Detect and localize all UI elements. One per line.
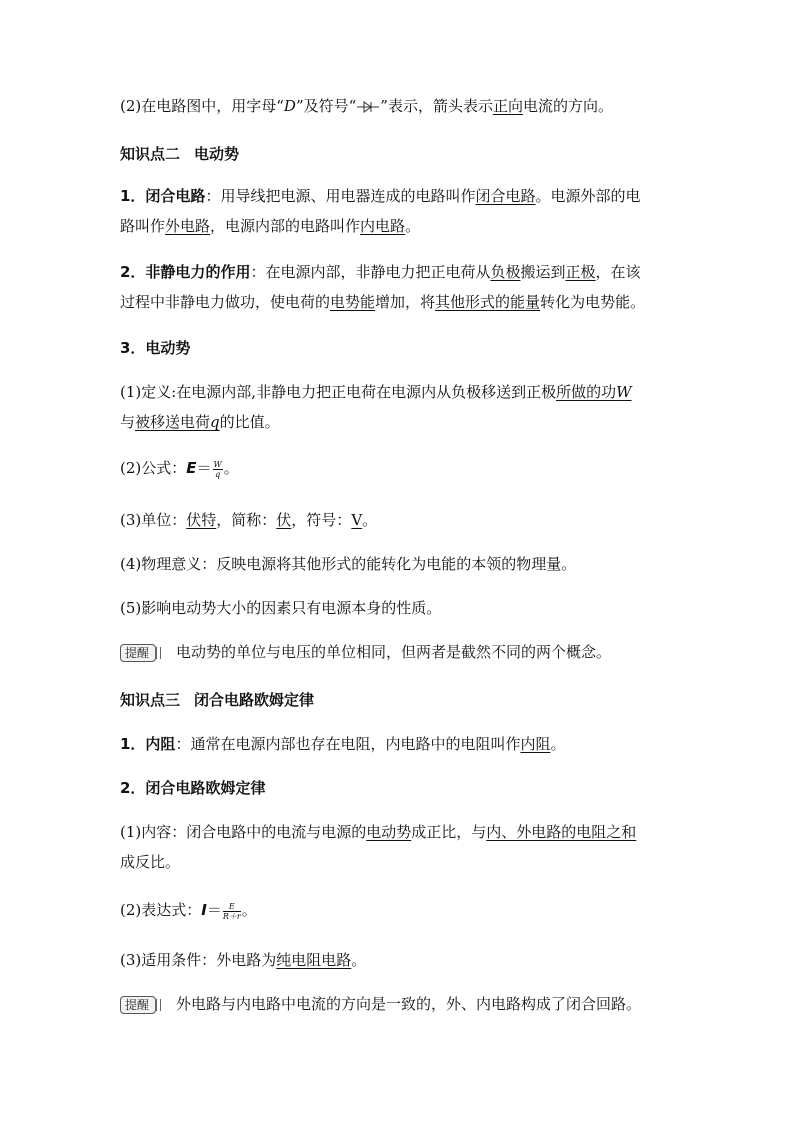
denominator: R＋r: [222, 911, 241, 921]
text: 与: [120, 413, 136, 431]
symbol-e: E: [186, 459, 197, 477]
fraction-w-over-q: [213, 460, 223, 479]
text: 成正比，与: [411, 823, 487, 841]
underlined-answer: 伏: [276, 511, 292, 529]
term: 2．非静电力的作用: [120, 263, 251, 281]
internal-resistance-line: [120, 734, 565, 754]
term: 1．内阻: [120, 735, 176, 753]
text: ，符号：: [291, 511, 352, 529]
tip-text: 外电路与内电路中电流的方向是一致的，外、内电路构成了闭合回路。: [176, 995, 642, 1013]
underlined-answer: 内、外电路的电阻之和: [486, 823, 637, 841]
section-heading-emf: [120, 144, 239, 164]
text: 增加，将: [375, 293, 436, 311]
text: (3)适用条件：外电路为: [120, 951, 277, 969]
underlined-answer: 伏特: [186, 511, 217, 529]
nonelectrostatic-line-1: [120, 262, 641, 282]
section-heading-ohm: [120, 690, 314, 710]
underlined-answer: [135, 413, 220, 431]
text: ，简称：: [216, 511, 277, 529]
text: ：用导线把电源、用电器连成的电路叫作: [205, 187, 476, 205]
underlined-answer: 其他形式的能量: [435, 293, 541, 311]
numerator: E: [223, 902, 241, 912]
heading-title: 电动势: [194, 145, 240, 163]
text: 电流的方向。: [522, 97, 613, 115]
text: ：通常在电源内部也存在电阻，内电路中的电阻叫作: [175, 735, 521, 753]
text: ”表示，箭头表示: [380, 97, 493, 115]
text: (1)定义:在电源内部,非静电力把正电荷在电源内从负极移送到正极: [120, 383, 557, 401]
emf-formula-line: [120, 458, 239, 479]
underlined-answer: 内阻: [520, 735, 551, 753]
text: ，电源内部的电路叫作: [210, 217, 361, 235]
tip-emf: [120, 642, 611, 662]
equals: ＝: [196, 459, 212, 477]
text: 过程中非静电力做功，使电荷的: [120, 293, 331, 311]
underlined-answer: 正向: [492, 97, 523, 115]
factor-line: (5)影响电动势大小的因素只有电源本身的性质。: [120, 599, 442, 617]
tip-badge: 提醒: [120, 644, 156, 662]
unit-line: [120, 510, 377, 530]
text: ，在该: [595, 263, 641, 281]
text: 被移送电荷: [135, 413, 211, 431]
heading-number: 知识点三: [120, 691, 181, 709]
text: 转化为电势能。: [540, 293, 646, 311]
equals: ＝: [206, 901, 222, 919]
text: 。: [351, 951, 367, 969]
underlined-answer: 内电路: [360, 217, 406, 235]
fraction-e-over-r-plus-r: [223, 902, 241, 921]
heading-title: 闭合电路欧姆定律: [194, 691, 315, 709]
underlined-answer: 闭合电路: [475, 187, 536, 205]
text: 。电源外部的电: [535, 187, 641, 205]
text: ”及符号“: [295, 97, 357, 115]
tip-text: 电动势的单位与电压的单位相同，但两者是截然不同的两个概念。: [176, 643, 612, 661]
underlined-answer: 外电路: [165, 217, 211, 235]
underlined-answer: [556, 383, 631, 401]
diode-symbol-icon: [357, 101, 379, 113]
diode-symbol-line: [120, 96, 613, 116]
definition-line-2: [120, 412, 280, 432]
text: 。: [362, 511, 378, 529]
term: 1．闭合电路: [120, 187, 206, 205]
heading-number: 知识点二: [120, 145, 181, 163]
nonelectrostatic-line-2: [120, 292, 645, 312]
text: 。: [550, 735, 566, 753]
text: 的比值。: [219, 413, 280, 431]
letter-d: D: [283, 97, 296, 115]
text: 所做的功: [556, 383, 617, 401]
text: 。: [223, 459, 239, 477]
condition-line: [120, 950, 366, 970]
text: 路叫作: [120, 217, 166, 235]
symbol-w: W: [616, 383, 632, 401]
symbol-q: q: [210, 413, 220, 431]
content-line-2: 成反比。: [120, 853, 181, 871]
tip-badge: 提醒: [120, 996, 156, 1014]
underlined-answer: 电动势: [366, 823, 412, 841]
text: (2)公式：: [120, 459, 187, 477]
text: (3)单位：: [120, 511, 187, 529]
underlined-answer: 负极: [490, 263, 521, 281]
text: 。: [405, 217, 421, 235]
symbol-i: I: [201, 901, 207, 919]
text: 搬运到: [520, 263, 566, 281]
text: (1)内容：闭合电路中的电流与电源的: [120, 823, 367, 841]
text: (2)在电路图中，用字母“: [120, 97, 284, 115]
denominator: q: [215, 469, 221, 479]
emf-subheading: 3．电动势: [120, 339, 191, 357]
physical-meaning-line: (4)物理意义：反映电源将其他形式的能转化为电能的本领的物理量。: [120, 555, 577, 573]
definition-line-1: [120, 382, 632, 402]
ohm-formula-line: [120, 900, 257, 921]
text: (2)表达式：: [120, 901, 202, 919]
text: 。: [241, 901, 257, 919]
underlined-answer: 电势能: [330, 293, 376, 311]
closed-circuit-line-1: [120, 186, 641, 206]
closed-circuit-line-2: [120, 216, 420, 236]
text: ：在电源内部，非静电力把正电荷从: [250, 263, 491, 281]
content-line-1: [120, 822, 636, 842]
numerator: W: [213, 459, 222, 469]
underlined-answer: 纯电阻电路: [276, 951, 352, 969]
underlined-answer: V: [351, 511, 363, 529]
tip-ohm: [120, 994, 641, 1014]
ohm-law-subheading: 2．闭合电路欧姆定律: [120, 779, 266, 797]
underlined-answer: 正极: [565, 263, 596, 281]
